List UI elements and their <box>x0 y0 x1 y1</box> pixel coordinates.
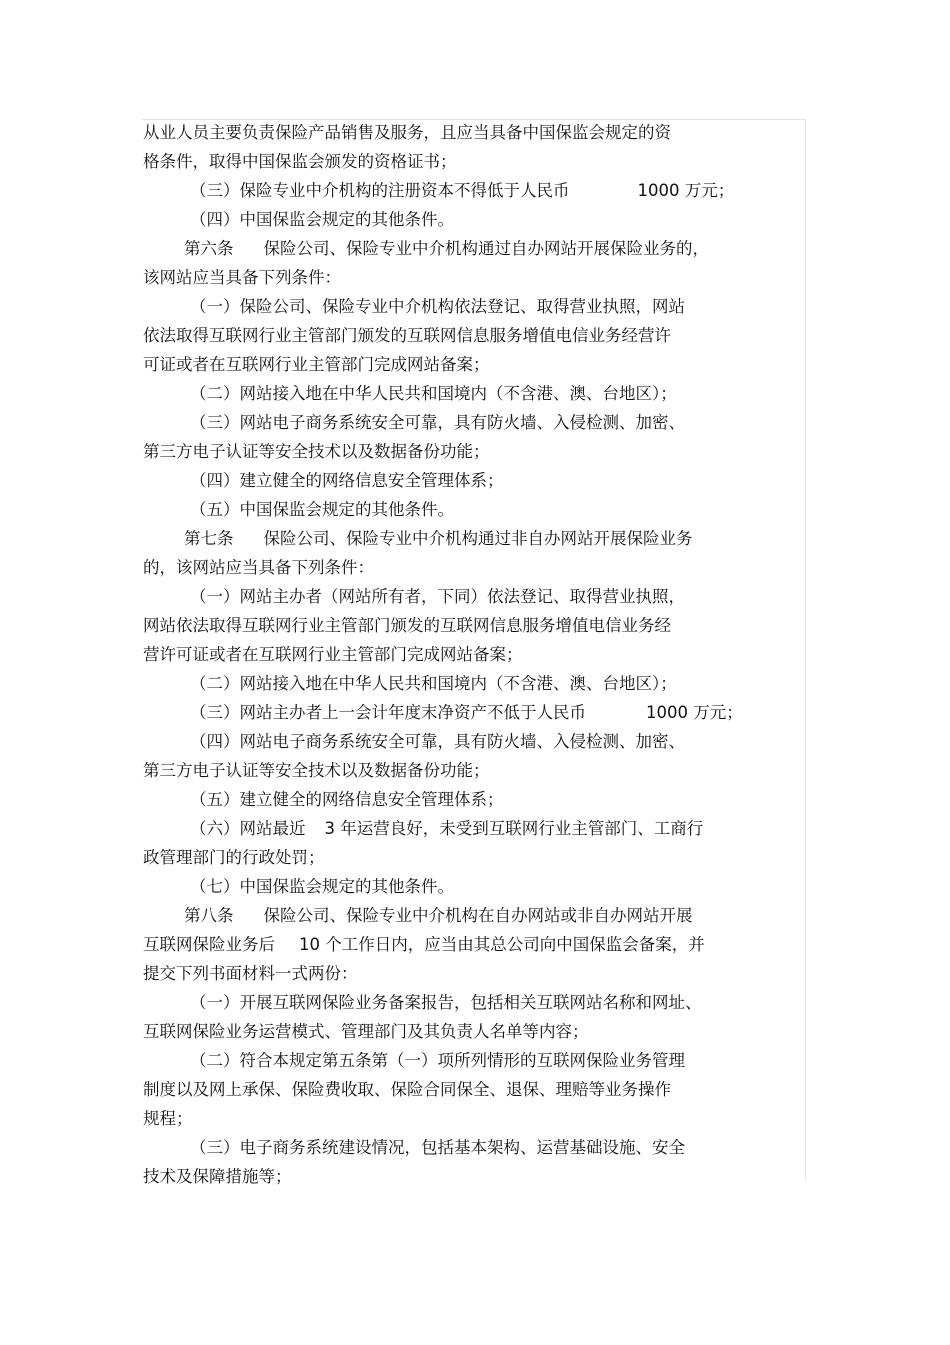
text-line: （五）建立健全的网络信息安全管理体系； <box>190 790 504 809</box>
text-line: （一）开展互联网保险业务备案报告，包括相关互联网站名称和网址、 <box>190 993 702 1012</box>
text-line: 互联网保险业务运营模式、管理部门及其负责人名单等内容； <box>143 1022 589 1041</box>
text-line: （二）网站接入地在中华人民共和国境内（不含港、澳、台地区）； <box>190 674 677 693</box>
text-line: （三）网站主办者上一会计年度末净资产不低于人民币 1000 万元； <box>190 703 743 722</box>
article-number: 第七条 <box>184 529 234 548</box>
text-line: （四）中国保监会规定的其他条件。 <box>190 210 454 229</box>
text-line: 第三方电子认证等安全技术以及数据备份功能； <box>143 442 490 461</box>
text-line: （二）符合本规定第五条第（一）项所列情形的互联网保险业务管理 <box>190 1051 685 1070</box>
text-line: 政管理部门的行政处罚； <box>143 848 325 867</box>
text-line: 提交下列书面材料一式两份： <box>143 964 358 983</box>
article-heading-line: 第七条 保险公司、保险专业中介机构通过非自办网站开展保险业务 <box>184 529 693 548</box>
article-number: 第六条 <box>184 239 234 258</box>
text-line: （四）建立健全的网络信息安全管理体系； <box>190 471 504 490</box>
text-line: 互联网保险业务后 10 个工作日内，应当由其总公司向中国保监会备案，并 <box>143 935 705 954</box>
text-line: 技术及保障措施等； <box>143 1167 292 1186</box>
text-line: （一）网站主办者（网站所有者，下同）依法登记、取得营业执照， <box>190 587 685 606</box>
article-heading-line: 第八条 保险公司、保险专业中介机构在自办网站或非自办网站开展 <box>184 906 693 925</box>
text-line: （一）保险公司、保险专业中介机构依法登记、取得营业执照，网站 <box>190 297 685 316</box>
article-number: 第八条 <box>184 906 234 925</box>
text-line: 该网站应当具备下列条件： <box>143 268 341 287</box>
text-line: 格条件，取得中国保监会颁发的资格证书； <box>143 152 457 171</box>
text-line: 制度以及网上承保、保险费收取、保险合同保全、退保、理赔等业务操作 <box>143 1080 671 1099</box>
text-line: （三）电子商务系统建设情况，包括基本架构、运营基础设施、安全 <box>190 1138 685 1157</box>
text-line: （四）网站电子商务系统安全可靠，具有防火墙、入侵检测、加密、 <box>190 732 685 751</box>
text-line: （二）网站接入地在中华人民共和国境内（不含港、澳、台地区）； <box>190 384 677 403</box>
text-line: （三）保险专业中介机构的注册资本不得低于人民币 1000 万元； <box>190 181 735 200</box>
text-line: （七）中国保监会规定的其他条件。 <box>190 877 454 896</box>
text-line: （五）中国保监会规定的其他条件。 <box>190 500 454 519</box>
article-heading-line: 第六条 保险公司、保险专业中介机构通过自办网站开展保险业务的， <box>184 239 709 258</box>
text-line: 可证或者在互联网行业主管部门完成网站备案； <box>143 355 490 374</box>
text-line: 依法取得互联网行业主管部门颁发的互联网信息服务增值电信业务经营许 <box>143 326 671 345</box>
text-line: 从业人员主要负责保险产品销售及服务，且应当具备中国保监会规定的资 <box>143 123 671 142</box>
text-line: 规程； <box>143 1109 193 1128</box>
text-line: 第三方电子认证等安全技术以及数据备份功能； <box>143 761 490 780</box>
text-line: 营许可证或者在互联网行业主管部门完成网站备案； <box>143 645 523 664</box>
text-line: 的，该网站应当具备下列条件： <box>143 558 374 577</box>
text-line: （六）网站最近 3 年运营良好，未受到互联网行业主管部门、工商行 <box>190 819 704 838</box>
document-body <box>143 118 803 1191</box>
text-line: （三）网站电子商务系统安全可靠，具有防火墙、入侵检测、加密、 <box>190 413 685 432</box>
text-line: 网站依法取得互联网行业主管部门颁发的互联网信息服务增值电信业务经 <box>143 616 671 635</box>
